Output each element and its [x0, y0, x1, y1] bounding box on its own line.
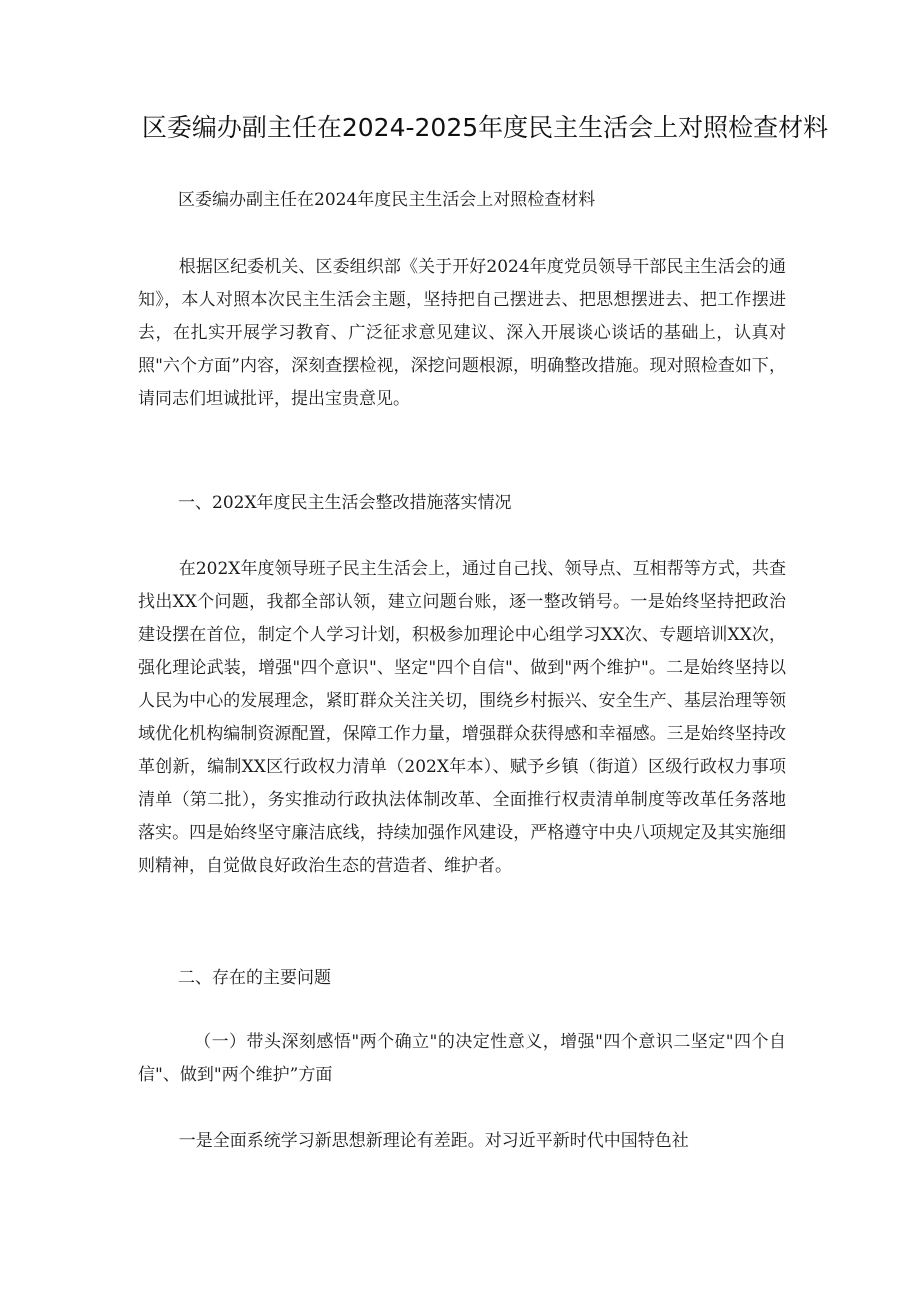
section-1-paragraph: 在202X年度领导班子民主生活会上，通过自己找、领导点、互相帮等方式，共查找出XX个问题，我都全部认领，建立问题台账，逐一整改销号。一是始终坚持把政治建设摆在首位，制定个人学习计划，积极参加理论中心组学习XX次、专题培训XX次，强化理论武装，增强"四个意识"、坚定"四个自信"、做到"两个维护"。二是始终坚持以人民为中心的发展理念，紧盯群众关注关切，围绕乡村振兴、安全生产、基层治理等领域优化机构编制资源配置，保障工作力量，增强群众获得感和幸福感。三是始终坚持改革创新，编制XX区行政权力清单（202X年本）、赋予乡镇（街道）区级行政权力事项清单（第二批），务实推动行政执法体制改革、全面推行权责清单制度等改革任务落地落实。四是始终坚守廉洁底线，持续加强作风建设，严格遵守中央八项规定及其实施细则精神，自觉做良好政治生态的营造者、维护者。 [138, 559, 786, 876]
section-2-heading: 二、存在的主要问题 [178, 968, 331, 988]
intro-paragraph: 根据区纪委机关、区委组织部《关于开好2024年度党员领导干部民主生活会的通知》，本人对照本次民主生活会主题，坚持把自己摆进去、把思想摆进去、把工作摆进去，在扎实开展学习教育、广泛征求意见建议、深入开展谈心谈话的基础上，认真对照"六个方面”内容，深刻查摆检视，深挖问题根源，明确整改措施。现对照检查如下，请同志们坦诚批评，提出宝贵意见。 [138, 257, 786, 409]
document-title: 区委编办副主任在2024-2025年度民主生活会上对照检查材料 [141, 113, 829, 142]
subsection-1-paragraph: 一是全面系统学习新思想新理论有差距。对习近平新时代中国特色社 [178, 1131, 689, 1151]
subsection-1-heading: （一）带头深刻感悟"两个确立"的决定性意义，增强"四个意识二坚定"四个自信"、做到"两个维护”方面 [138, 1032, 786, 1085]
document-subtitle: 区委编办副主任在2024年度民主生活会上对照检查材料 [178, 190, 596, 210]
section-1-heading: 一、202X年度民主生活会整改措施落实情况 [178, 493, 512, 513]
